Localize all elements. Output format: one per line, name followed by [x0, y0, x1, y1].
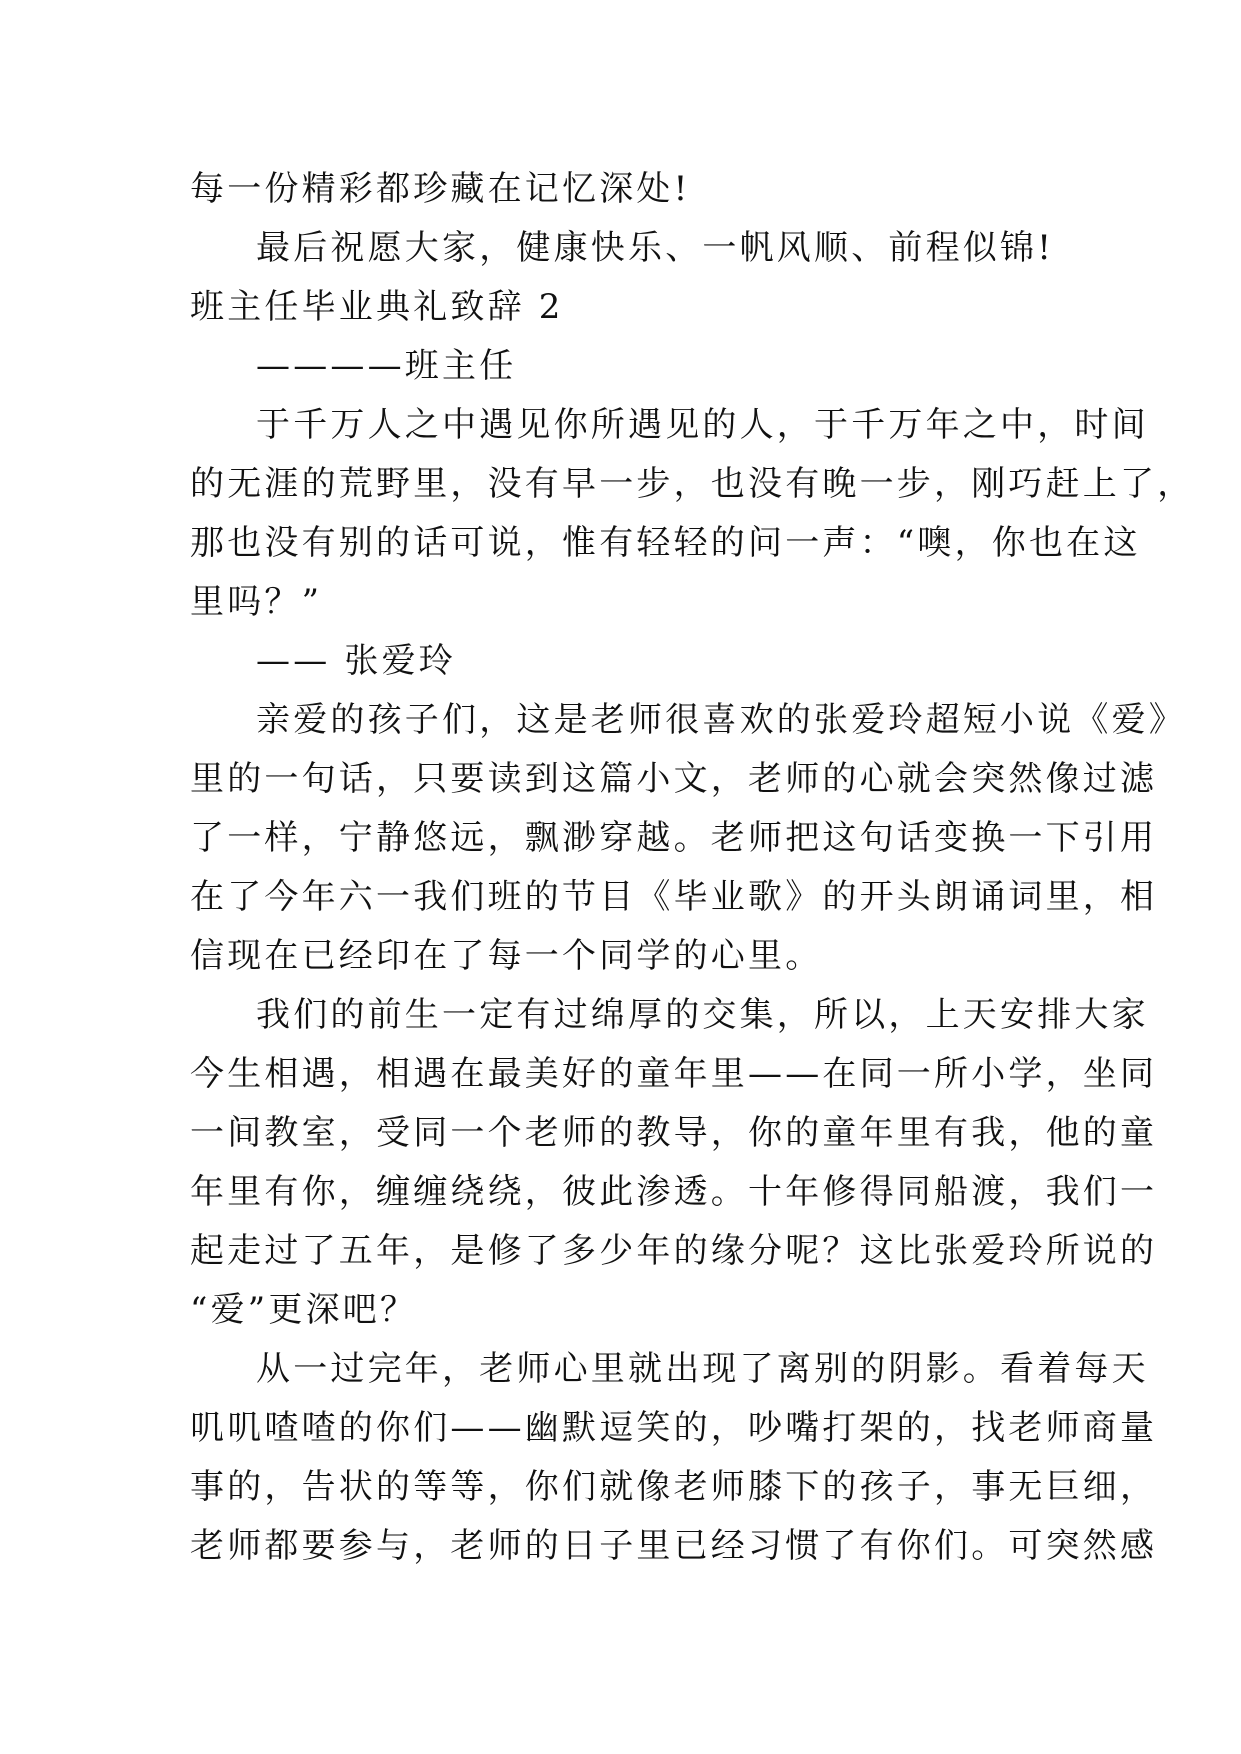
text-line: 了一样，宁静悠远，飘渺穿越。老师把这句话变换一下引用	[190, 818, 1158, 858]
text-line: 最后祝愿大家，健康快乐、一帆风顺、前程似锦!	[256, 228, 1055, 268]
text-line: 信现在已经印在了每一个同学的心里。	[190, 936, 823, 976]
text-line: 事的，告状的等等，你们就像老师膝下的孩子，事无巨细，	[190, 1467, 1158, 1507]
text-line: 我们的前生一定有过绵厚的交集，所以，上天安排大家	[256, 995, 1149, 1035]
text-line: 一间教室，受同一个老师的教导，你的童年里有我，他的童	[190, 1113, 1158, 1153]
text-line: 叽叽喳喳的你们——幽默逗笑的，吵嘴打架的，找老师商量	[190, 1408, 1158, 1448]
text-line: 班主任毕业典礼致辞 2	[190, 287, 564, 327]
text-line: 里吗？”	[190, 582, 323, 622]
document-page	[190, 160, 1195, 1576]
text-line: 今生相遇，相遇在最美好的童年里——在同一所小学，坐同	[190, 1054, 1158, 1094]
text-line: 从一过完年，老师心里就出现了离别的阴影。看着每天	[256, 1349, 1149, 1389]
text-line: “爱”更深吧？	[190, 1290, 418, 1330]
text-line: 在了今年六一我们班的节目《毕业歌》的开头朗诵词里，相	[190, 877, 1158, 917]
text-line: ————班主任	[256, 346, 517, 386]
text-line: 亲爱的孩子们，这是老师很喜欢的张爱玲超短小说《爱》	[256, 700, 1186, 740]
text-line: 于千万人之中遇见你所遇见的人，于千万年之中，时间	[256, 405, 1149, 445]
text-line: 起走过了五年，是修了多少年的缘分呢？这比张爱玲所说的	[190, 1231, 1158, 1271]
text-line: 老师都要参与，老师的日子里已经习惯了有你们。可突然感	[190, 1526, 1158, 1566]
text-line: 每一份精彩都珍藏在记忆深处!	[190, 169, 691, 209]
text-line: —— 张爱玲	[256, 641, 457, 681]
text-line: 那也没有别的话可说，惟有轻轻的问一声：“噢，你也在这	[190, 523, 1141, 563]
text-line: 里的一句话，只要读到这篇小文，老师的心就会突然像过滤	[190, 759, 1158, 799]
text-line: 年里有你，缠缠绕绕，彼此渗透。十年修得同船渡，我们一	[190, 1172, 1158, 1212]
text-line: 的无涯的荒野里，没有早一步，也没有晚一步，刚巧赶上了，	[190, 464, 1195, 504]
